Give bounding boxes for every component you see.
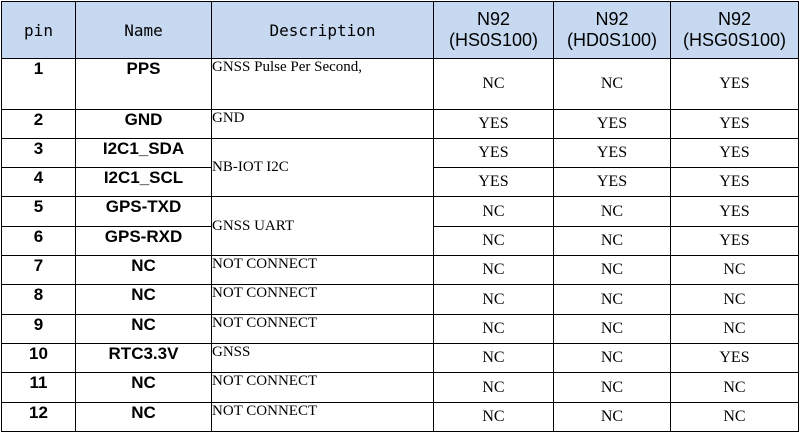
header-variant-model: N92 (595, 9, 629, 29)
value-hd0s100: NC (554, 314, 671, 343)
pin-name: GPS-TXD (76, 197, 212, 226)
value-hd0s100: NC (554, 344, 671, 373)
value-hsg0s100: NC (671, 402, 799, 431)
value-hsg0s100: YES (671, 168, 799, 197)
value-hsg0s100: YES (671, 344, 799, 373)
pin-name: NC (76, 373, 212, 402)
table-row (2, 402, 799, 431)
value-hs0s100: NC (434, 373, 554, 402)
header-pin: pin (2, 2, 76, 59)
value-hs0s100: NC (434, 59, 554, 110)
header-name: Name (76, 2, 212, 59)
table-row (2, 373, 799, 402)
pin-number: 12 (2, 402, 76, 431)
pin-name: PPS (76, 59, 212, 110)
header-variant-model: N92 (476, 9, 511, 29)
value-hs0s100: YES (434, 109, 554, 138)
value-hs0s100: NC (434, 226, 554, 255)
pin-description: NB-IOT I2C (212, 138, 434, 197)
value-hd0s100: NC (554, 197, 671, 226)
value-hsg0s100: YES (671, 197, 799, 226)
header-variant-hd0s100 (554, 2, 671, 59)
value-hsg0s100: YES (671, 59, 799, 110)
value-hsg0s100: YES (671, 226, 799, 255)
value-hs0s100: YES (434, 138, 554, 167)
header-row (2, 2, 799, 59)
pin-description: GNSS UART (212, 197, 434, 256)
table-row (2, 256, 799, 285)
pin-number: 9 (2, 314, 76, 343)
value-hs0s100: NC (434, 285, 554, 314)
table-row (2, 59, 799, 110)
pin-description: GND (212, 109, 434, 138)
value-hsg0s100: YES (671, 138, 799, 167)
value-hd0s100: NC (554, 373, 671, 402)
pin-number: 5 (2, 197, 76, 226)
value-hsg0s100: NC (671, 285, 799, 314)
pin-description: GNSS Pulse Per Second, (212, 59, 434, 110)
pin-name: RTC3.3V (76, 344, 212, 373)
pin-number: 6 (2, 226, 76, 255)
pin-description: NOT CONNECT (212, 285, 434, 314)
pin-description: NOT CONNECT (212, 314, 434, 343)
header-variant-code: (HSG0S100) (682, 30, 787, 50)
table-row (2, 285, 799, 314)
value-hd0s100: YES (554, 138, 671, 167)
pin-number: 3 (2, 138, 76, 167)
pin-number: 2 (2, 109, 76, 138)
table-row (2, 109, 799, 138)
pin-number: 11 (2, 373, 76, 402)
value-hsg0s100: NC (671, 256, 799, 285)
pin-number: 4 (2, 168, 76, 197)
pin-description: GNSS (212, 344, 434, 373)
value-hs0s100: YES (434, 168, 554, 197)
value-hd0s100: NC (554, 402, 671, 431)
value-hs0s100: NC (434, 344, 554, 373)
header-variant-hsg0s100 (671, 2, 799, 59)
pin-name: I2C1_SDA (76, 138, 212, 167)
header-variant-hs0s100 (434, 2, 554, 59)
value-hsg0s100: YES (671, 109, 799, 138)
pin-number: 8 (2, 285, 76, 314)
value-hs0s100: NC (434, 197, 554, 226)
value-hsg0s100: NC (671, 314, 799, 343)
pin-name: NC (76, 285, 212, 314)
value-hd0s100: YES (554, 109, 671, 138)
pin-number: 7 (2, 256, 76, 285)
value-hd0s100: NC (554, 256, 671, 285)
pin-name: NC (76, 402, 212, 431)
table-row (2, 197, 799, 226)
pin-name: I2C1_SCL (76, 168, 212, 197)
value-hs0s100: NC (434, 402, 554, 431)
pin-name: NC (76, 256, 212, 285)
pin-name: NC (76, 314, 212, 343)
header-description: Description (212, 2, 434, 59)
pin-description: NOT CONNECT (212, 256, 434, 285)
pin-number: 10 (2, 344, 76, 373)
value-hd0s100: YES (554, 168, 671, 197)
pin-description: NOT CONNECT (212, 373, 434, 402)
value-hd0s100: NC (554, 226, 671, 255)
table-row (2, 314, 799, 343)
value-hs0s100: NC (434, 256, 554, 285)
header-variant-code: (HS0S100) (448, 30, 539, 50)
table-row (2, 344, 799, 373)
header-variant-model: N92 (717, 9, 752, 29)
value-hd0s100: NC (554, 285, 671, 314)
value-hs0s100: NC (434, 314, 554, 343)
value-hsg0s100: NC (671, 373, 799, 402)
pin-name: GPS-RXD (76, 226, 212, 255)
pin-number: 1 (2, 59, 76, 110)
pin-table (1, 1, 799, 432)
pin-description: NOT CONNECT (212, 402, 434, 431)
pin-name: GND (76, 109, 212, 138)
table-row (2, 138, 799, 167)
header-variant-code: (HD0S100) (566, 30, 658, 50)
value-hd0s100: NC (554, 59, 671, 110)
